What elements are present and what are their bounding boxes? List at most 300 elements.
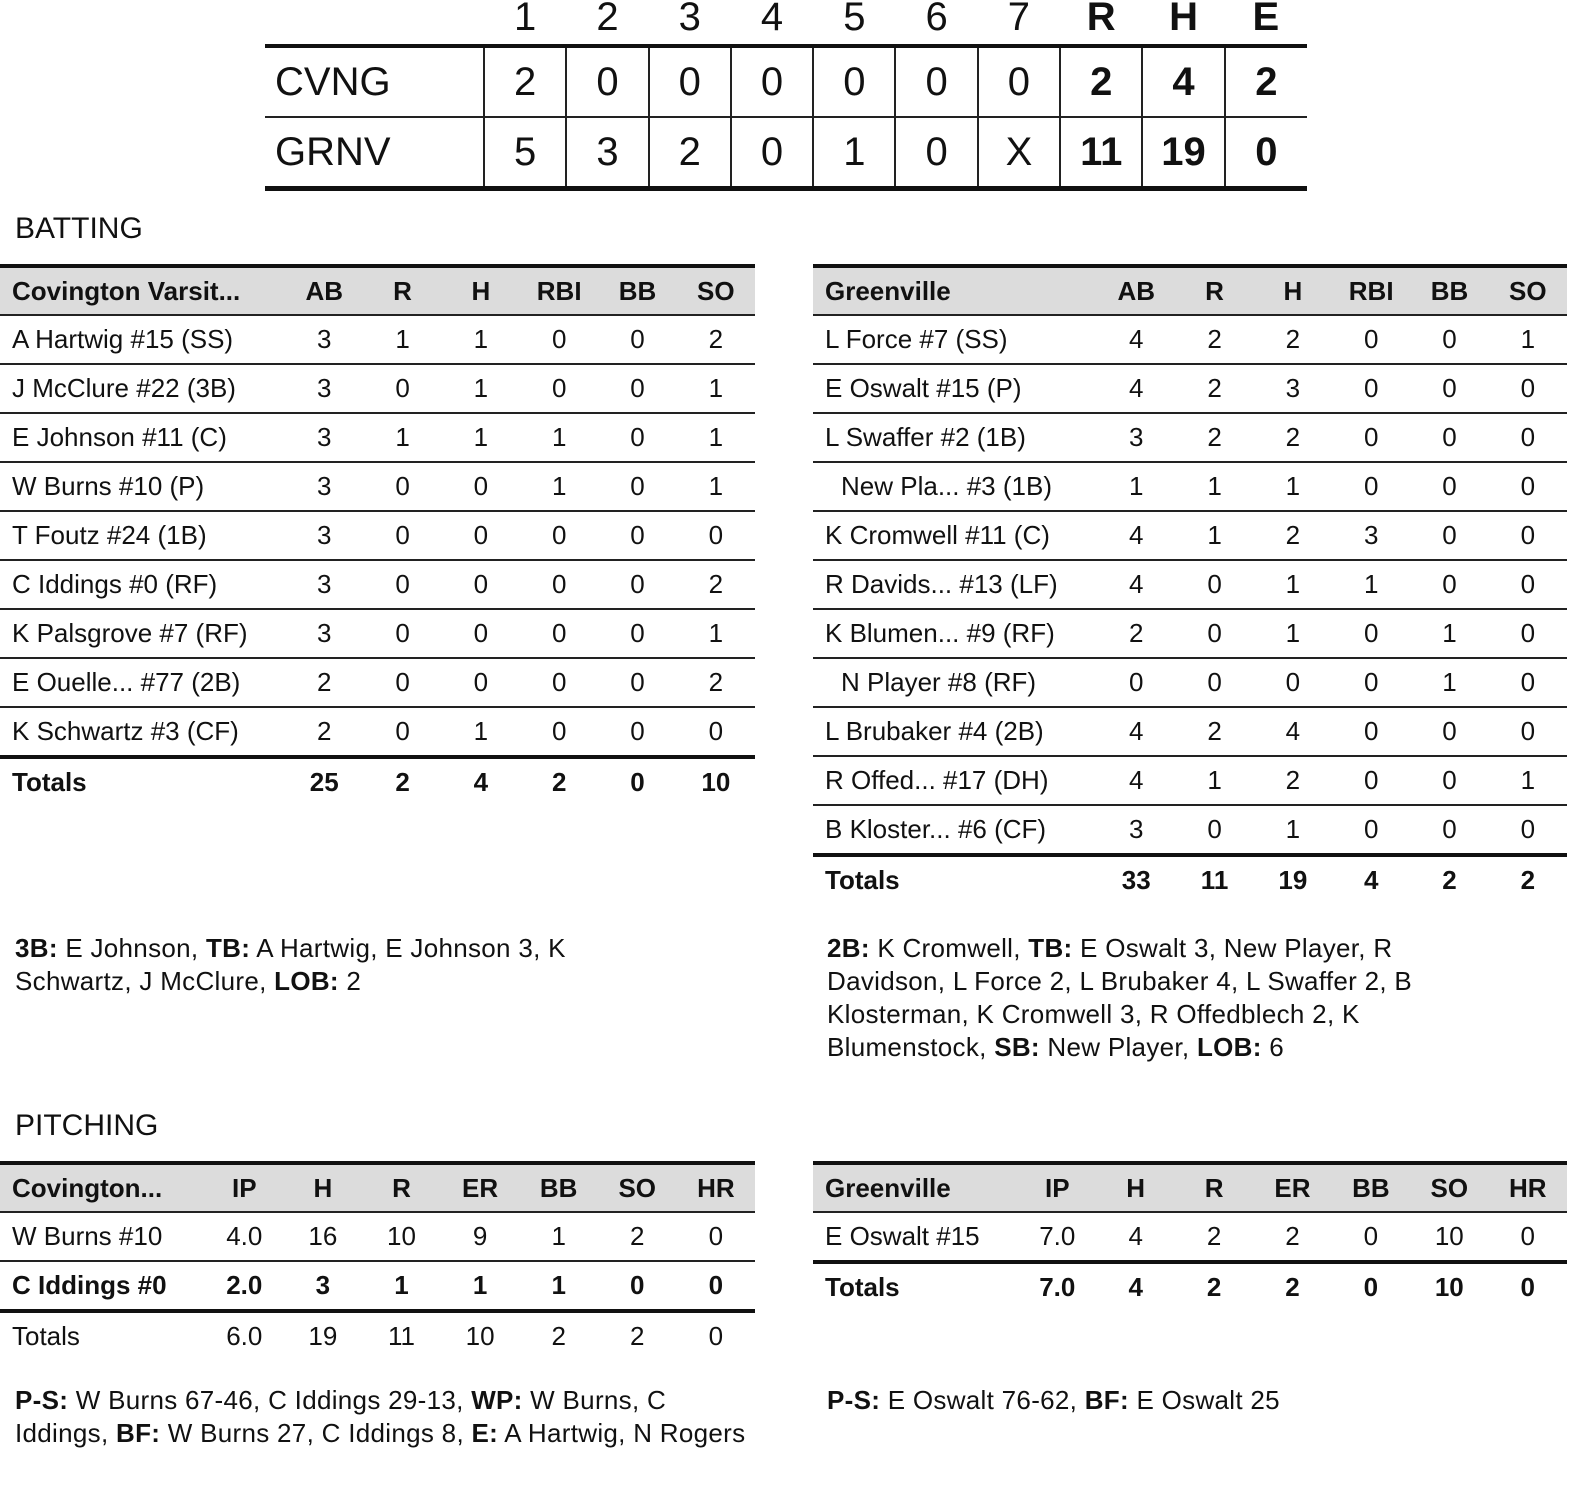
stat-cell: 19 [308,1321,338,1351]
inning-score: 5 [484,117,566,189]
player-name: E Johnson #11 (C) [0,413,285,462]
batting-table-covington [0,264,755,806]
note-text: E Oswalt 25 [1128,1385,1280,1415]
player-row [813,756,1567,805]
linescore-header-cell: 3 [678,0,701,39]
stat-cell: 0 [1520,1272,1535,1302]
column-header: R [363,266,441,315]
note-label: E: [471,1418,499,1448]
team-name-header: Greenville [813,1163,1018,1212]
stat-cell: 2 [677,560,755,609]
stat-cell: 4.0 [205,1212,284,1261]
note-text: E Oswalt 76-62, [880,1385,1085,1415]
stat-cell: 0 [442,462,520,511]
linescore-header-cell: 5 [843,0,866,39]
stat-cell: 0 [363,658,441,707]
stat-cell: 0 [1097,658,1175,707]
player-row [0,1212,755,1261]
column-header: BB [1332,1163,1410,1212]
stat-cell: 0 [520,609,598,658]
stat-cell: 2 [1175,1212,1253,1262]
stat-cell: 11 [1200,865,1229,895]
stat-cell: 1 [363,315,441,364]
note-label: 2B: [827,933,870,963]
stat-cell: 0 [598,511,676,560]
stat-cell: 4 [1097,707,1175,756]
player-name: W Burns #10 (P) [0,462,285,511]
table-header-row [0,1163,755,1212]
stat-cell: 0 [1332,364,1410,413]
stat-cell: 0 [1410,560,1488,609]
stat-cell: 1 [1410,609,1488,658]
pitching-table-covington [0,1161,755,1360]
stat-cell: 1 [520,413,598,462]
stat-cell: 1 [1097,462,1175,511]
stat-cell: 1 [1175,462,1253,511]
stat-cell: 0 [520,658,598,707]
stat-cell: 0 [1489,1212,1568,1262]
team-name-header: Greenville [813,266,1097,315]
stat-cell: 11 [387,1321,415,1351]
player-name: T Foutz #24 (1B) [0,511,285,560]
stat-cell: 3 [285,462,363,511]
stat-cell: 0 [630,767,645,797]
stat-cell: 0 [1489,364,1567,413]
stat-cell: 0 [598,609,676,658]
player-row [813,609,1567,658]
stat-cell: 1 [677,413,755,462]
stat-cell: 3 [1097,413,1175,462]
player-row [0,560,755,609]
player-name: L Brubaker #4 (2B) [813,707,1097,756]
stat-cell: 1 [519,1261,598,1311]
stat-cell: 1 [442,364,520,413]
player-row [813,707,1567,756]
stat-cell: 3 [285,560,363,609]
stat-cell: 0 [363,511,441,560]
stat-cell: 0 [1410,364,1488,413]
note-label: WP: [471,1385,523,1415]
linescore-row [265,117,1307,189]
batting-notes-covington [15,932,640,998]
note-text: New Player, [1039,1032,1197,1062]
linescore-header-row [265,0,1307,46]
stat-cell: 1 [441,1261,520,1311]
team-name-header: Covington... [0,1163,205,1212]
batting-notes-greenville [827,932,1492,1064]
linescore-header-cell: 1 [514,0,537,39]
inning-score: 2 [649,117,731,189]
player-name: A Hartwig #15 (SS) [0,315,285,364]
stat-cell: 0 [363,707,441,757]
stat-cell: 0 [1332,413,1410,462]
stat-cell: 6.0 [226,1321,263,1351]
note-label: TB: [205,933,251,963]
stat-cell: 0 [1489,609,1567,658]
table-header-row [813,266,1567,315]
note-text: W Burns 67-46, C Iddings 29-13, [68,1385,472,1415]
inning-score: 0 [895,46,977,117]
player-row [813,1212,1567,1262]
column-header: SO [1489,266,1567,315]
column-header: IP [205,1163,284,1212]
stat-cell: 2 [1254,315,1332,364]
note-text: A Hartwig, E Johnson 3, K Schwartz, J McClure, [15,933,566,996]
stat-cell: 0 [1332,462,1410,511]
player-name: L Swaffer #2 (1B) [813,413,1097,462]
stat-cell: 0 [598,560,676,609]
stat-cell: 0 [1489,462,1567,511]
stat-cell: 25 [309,767,339,797]
player-name: J McClure #22 (3B) [0,364,285,413]
stat-cell: 0 [598,413,676,462]
stat-cell: 0 [1489,511,1567,560]
team-name-header: Covington Varsit... [0,266,285,315]
player-row [0,658,755,707]
team-abbrev: CVNG [265,46,484,117]
stat-cell: 4 [1097,364,1175,413]
player-row [0,707,755,757]
stat-cell: 2.0 [205,1261,284,1311]
column-header: BB [519,1163,598,1212]
note-label: LOB: [274,966,339,996]
stat-cell: 3 [1097,805,1175,855]
stat-cell: 0 [1410,511,1488,560]
stat-cell: 1 [520,462,598,511]
stat-cell: 10 [465,1321,495,1351]
note-text: K Cromwell, [869,933,1029,963]
stat-cell: 33 [1121,865,1151,895]
note-text: E Johnson, [57,933,206,963]
player-row [0,1261,755,1311]
stat-cell: 0 [1175,805,1253,855]
stat-cell: 0 [1332,609,1410,658]
stat-cell: 2 [285,658,363,707]
stat-cell: 4 [1096,1212,1174,1262]
stat-cell: 0 [442,560,520,609]
inning-score: 0 [649,46,731,117]
stat-cell: 0 [520,707,598,757]
stat-cell: 0 [520,315,598,364]
stat-cell: 0 [363,364,441,413]
rhe-total: 2 [1060,46,1142,117]
stat-cell: 0 [1410,756,1488,805]
stat-cell: 0 [677,511,755,560]
player-row [0,315,755,364]
player-row [813,560,1567,609]
stat-cell: 1 [677,364,755,413]
totals-row [813,1262,1567,1311]
player-name: E Oswalt #15 (P) [813,364,1097,413]
stat-cell: 0 [1489,413,1567,462]
rhe-total: 0 [1225,117,1307,189]
note-text: W Burns, C Iddings, [15,1385,667,1448]
pitching-notes-greenville [827,1384,1527,1417]
linescore-header-cell: 6 [925,0,948,39]
stat-cell: 2 [677,315,755,364]
stat-cell: 2 [1175,315,1253,364]
column-header: HR [1489,1163,1568,1212]
stat-cell: 0 [677,707,755,757]
inning-score: 1 [813,117,895,189]
note-text: 2 [338,966,362,996]
stat-cell: 4 [473,767,489,797]
stat-cell: 0 [1254,658,1332,707]
stat-cell: 3 [285,609,363,658]
stat-cell: 0 [598,462,676,511]
player-name: Totals [825,865,900,895]
stat-cell: 1 [1489,756,1567,805]
stat-cell: 0 [1489,658,1567,707]
column-header: RBI [1332,266,1410,315]
stat-cell: 0 [1363,1272,1379,1302]
stat-cell: 1 [363,413,441,462]
inning-score: 0 [895,117,977,189]
stat-cell: 1 [1254,609,1332,658]
stat-cell: 0 [1410,462,1488,511]
stat-cell: 0 [1332,707,1410,756]
stat-cell: 3 [1254,364,1332,413]
stat-cell: 3 [1332,511,1410,560]
stat-cell: 2 [1254,756,1332,805]
column-header: H [1254,266,1332,315]
stat-cell: 0 [1410,315,1488,364]
player-name: W Burns #10 [0,1212,205,1261]
player-row [813,658,1567,707]
stat-cell: 2 [551,1321,566,1351]
note-label: 3B: [15,933,58,963]
stat-cell: 0 [1410,805,1488,855]
note-text: E Oswalt 3, New Player, R Davidson, L Force 2, L Brubaker 4, L Swaffer 2, B Klosterman, K Cromwell 3, R Offedblech 2, K Blumenstock, [827,933,1413,1062]
player-name: E Oswalt #15 [813,1212,1018,1262]
note-label: LOB: [1196,1032,1262,1062]
stat-cell: 0 [598,364,676,413]
column-header: H [1096,1163,1174,1212]
linescore-header-cell: 4 [760,0,784,39]
stat-cell: 0 [442,658,520,707]
stat-cell: 2 [1442,865,1457,895]
note-label: SB: [994,1032,1040,1062]
stat-cell: 0 [442,511,520,560]
stat-cell: 0 [598,1261,677,1311]
stat-cell: 4 [1097,756,1175,805]
column-header: AB [285,266,363,315]
player-name: R Offed... #17 (DH) [813,756,1097,805]
stat-cell: 2 [551,767,567,797]
stat-cell: 1 [442,413,520,462]
rhe-total: 2 [1225,46,1307,117]
linescore-header-cell: 2 [596,0,619,39]
inning-score: 0 [978,46,1060,117]
column-header: SO [1410,1163,1488,1212]
stat-cell: 0 [363,462,441,511]
player-name: L Force #7 (SS) [813,315,1097,364]
inning-score: 0 [566,46,648,117]
stat-cell: 19 [1278,865,1308,895]
player-row [0,462,755,511]
note-label: BF: [116,1418,161,1448]
stat-cell: 0 [1332,805,1410,855]
column-header: R [1175,1163,1253,1212]
batting-title: BATTING [15,212,143,245]
stat-cell: 1 [519,1212,598,1261]
stat-cell: 0 [1175,658,1253,707]
player-name: K Palsgrove #7 (RF) [0,609,285,658]
stat-cell: 4 [1128,1272,1143,1302]
stat-cell: 4 [1097,315,1175,364]
column-header: AB [1097,266,1175,315]
stat-cell: 0 [520,364,598,413]
rhe-total: 19 [1142,117,1224,189]
stat-cell: 0 [442,609,520,658]
stat-cell: 0 [1489,560,1567,609]
stat-cell: 10 [701,767,731,797]
stat-cell: 0 [677,1261,756,1311]
player-row [813,364,1567,413]
player-name: E Ouelle... #77 (2B) [0,658,285,707]
stat-cell: 3 [285,511,363,560]
note-text: A Hartwig, N Rogers [498,1418,746,1448]
stat-cell: 1 [1489,315,1567,364]
stat-cell: 1 [1332,560,1410,609]
stat-cell: 1 [1254,805,1332,855]
player-name: C Iddings #0 [0,1261,205,1311]
player-name: R Davids... #13 (LF) [813,560,1097,609]
stat-cell: 2 [1175,413,1253,462]
stat-cell: 3 [285,413,363,462]
stat-cell: 4 [1363,865,1379,895]
linescore-table [265,0,1307,191]
totals-row [813,855,1567,904]
column-header: ER [1253,1163,1331,1212]
stat-cell: 1 [1410,658,1488,707]
stat-cell: 0 [520,511,598,560]
stat-cell: 0 [708,1321,724,1351]
stat-cell: 9 [441,1212,520,1261]
player-name: Totals [12,1321,80,1351]
player-row [813,511,1567,560]
stat-cell: 7.0 [1039,1272,1076,1302]
column-header: H [442,266,520,315]
stat-cell: 2 [1254,413,1332,462]
stat-cell: 2 [1253,1212,1331,1262]
inning-score: 0 [731,117,813,189]
stat-cell: 2 [285,707,363,757]
player-name: K Schwartz #3 (CF) [0,707,285,757]
column-header: BB [1410,266,1488,315]
stat-cell: 1 [442,315,520,364]
player-row [0,413,755,462]
stat-cell: 1 [677,609,755,658]
column-header: R [362,1163,441,1212]
note-text: 6 [1261,1032,1284,1062]
stat-cell: 4 [1097,511,1175,560]
stat-cell: 0 [363,560,441,609]
player-row [813,413,1567,462]
stat-cell: 0 [1332,1212,1410,1262]
stat-cell: 1 [442,707,520,757]
player-name: K Cromwell #11 (C) [813,511,1097,560]
stat-cell: 2 [630,1321,645,1351]
stat-cell: 0 [363,609,441,658]
player-name: Totals [825,1272,900,1302]
player-row [0,364,755,413]
player-name: C Iddings #0 (RF) [0,560,285,609]
stat-cell: 0 [1175,560,1253,609]
stat-cell: 1 [1254,462,1332,511]
stat-cell: 2 [1520,865,1536,895]
player-name: Totals [12,767,87,797]
note-label: P-S: [15,1385,69,1415]
pitching-title: PITCHING [15,1109,159,1142]
player-row [813,462,1567,511]
column-header: BB [598,266,676,315]
linescore-header-cell: R [1086,0,1116,39]
stat-cell: 2 [1254,511,1332,560]
player-row [813,805,1567,855]
stat-cell: 2 [1285,1272,1300,1302]
stat-cell: 0 [1410,413,1488,462]
linescore-header-cell [265,0,484,46]
stat-cell: 0 [598,707,676,757]
column-header: RBI [520,266,598,315]
stat-cell: 1 [1175,756,1253,805]
linescore-header-cell: E [1252,0,1280,39]
column-header: ER [441,1163,520,1212]
stat-cell: 1 [362,1261,441,1311]
stat-cell: 0 [1332,756,1410,805]
rhe-total: 11 [1060,117,1142,189]
batting-table-greenville [813,264,1567,904]
stat-cell: 10 [1434,1272,1464,1302]
linescore-header-cell: H [1169,0,1198,39]
rhe-total: 4 [1142,46,1224,117]
stat-cell: 0 [520,560,598,609]
linescore-row [265,46,1307,117]
stat-cell: 0 [1489,805,1567,855]
stat-cell: 0 [1410,707,1488,756]
table-header-row [0,266,755,315]
stat-cell: 16 [284,1212,363,1261]
pitching-table-greenville [813,1161,1567,1311]
linescore-header-cell: 7 [1007,0,1031,39]
inning-score: 0 [813,46,895,117]
stat-cell: 1 [1175,511,1253,560]
stat-cell: 3 [285,315,363,364]
stat-cell: 0 [1489,707,1567,756]
stat-cell: 3 [285,364,363,413]
player-name: B Kloster... #6 (CF) [813,805,1097,855]
inning-score: X [978,117,1060,189]
stat-cell: 4 [1097,560,1175,609]
player-name: K Blumen... #9 (RF) [813,609,1097,658]
note-label: BF: [1084,1385,1129,1415]
stat-cell: 2 [598,1212,677,1261]
stat-cell: 2 [1206,1272,1222,1302]
totals-row [0,757,755,806]
pitching-notes-covington [15,1384,755,1450]
stat-cell: 10 [1410,1212,1488,1262]
stat-cell: 4 [1254,707,1332,756]
stat-cell: 0 [598,658,676,707]
stat-cell: 0 [1332,658,1410,707]
column-header: SO [598,1163,677,1212]
stat-cell: 1 [1254,560,1332,609]
column-header: IP [1018,1163,1096,1212]
stat-cell: 0 [677,1212,756,1261]
inning-score: 2 [484,46,566,117]
table-header-row [813,1163,1567,1212]
